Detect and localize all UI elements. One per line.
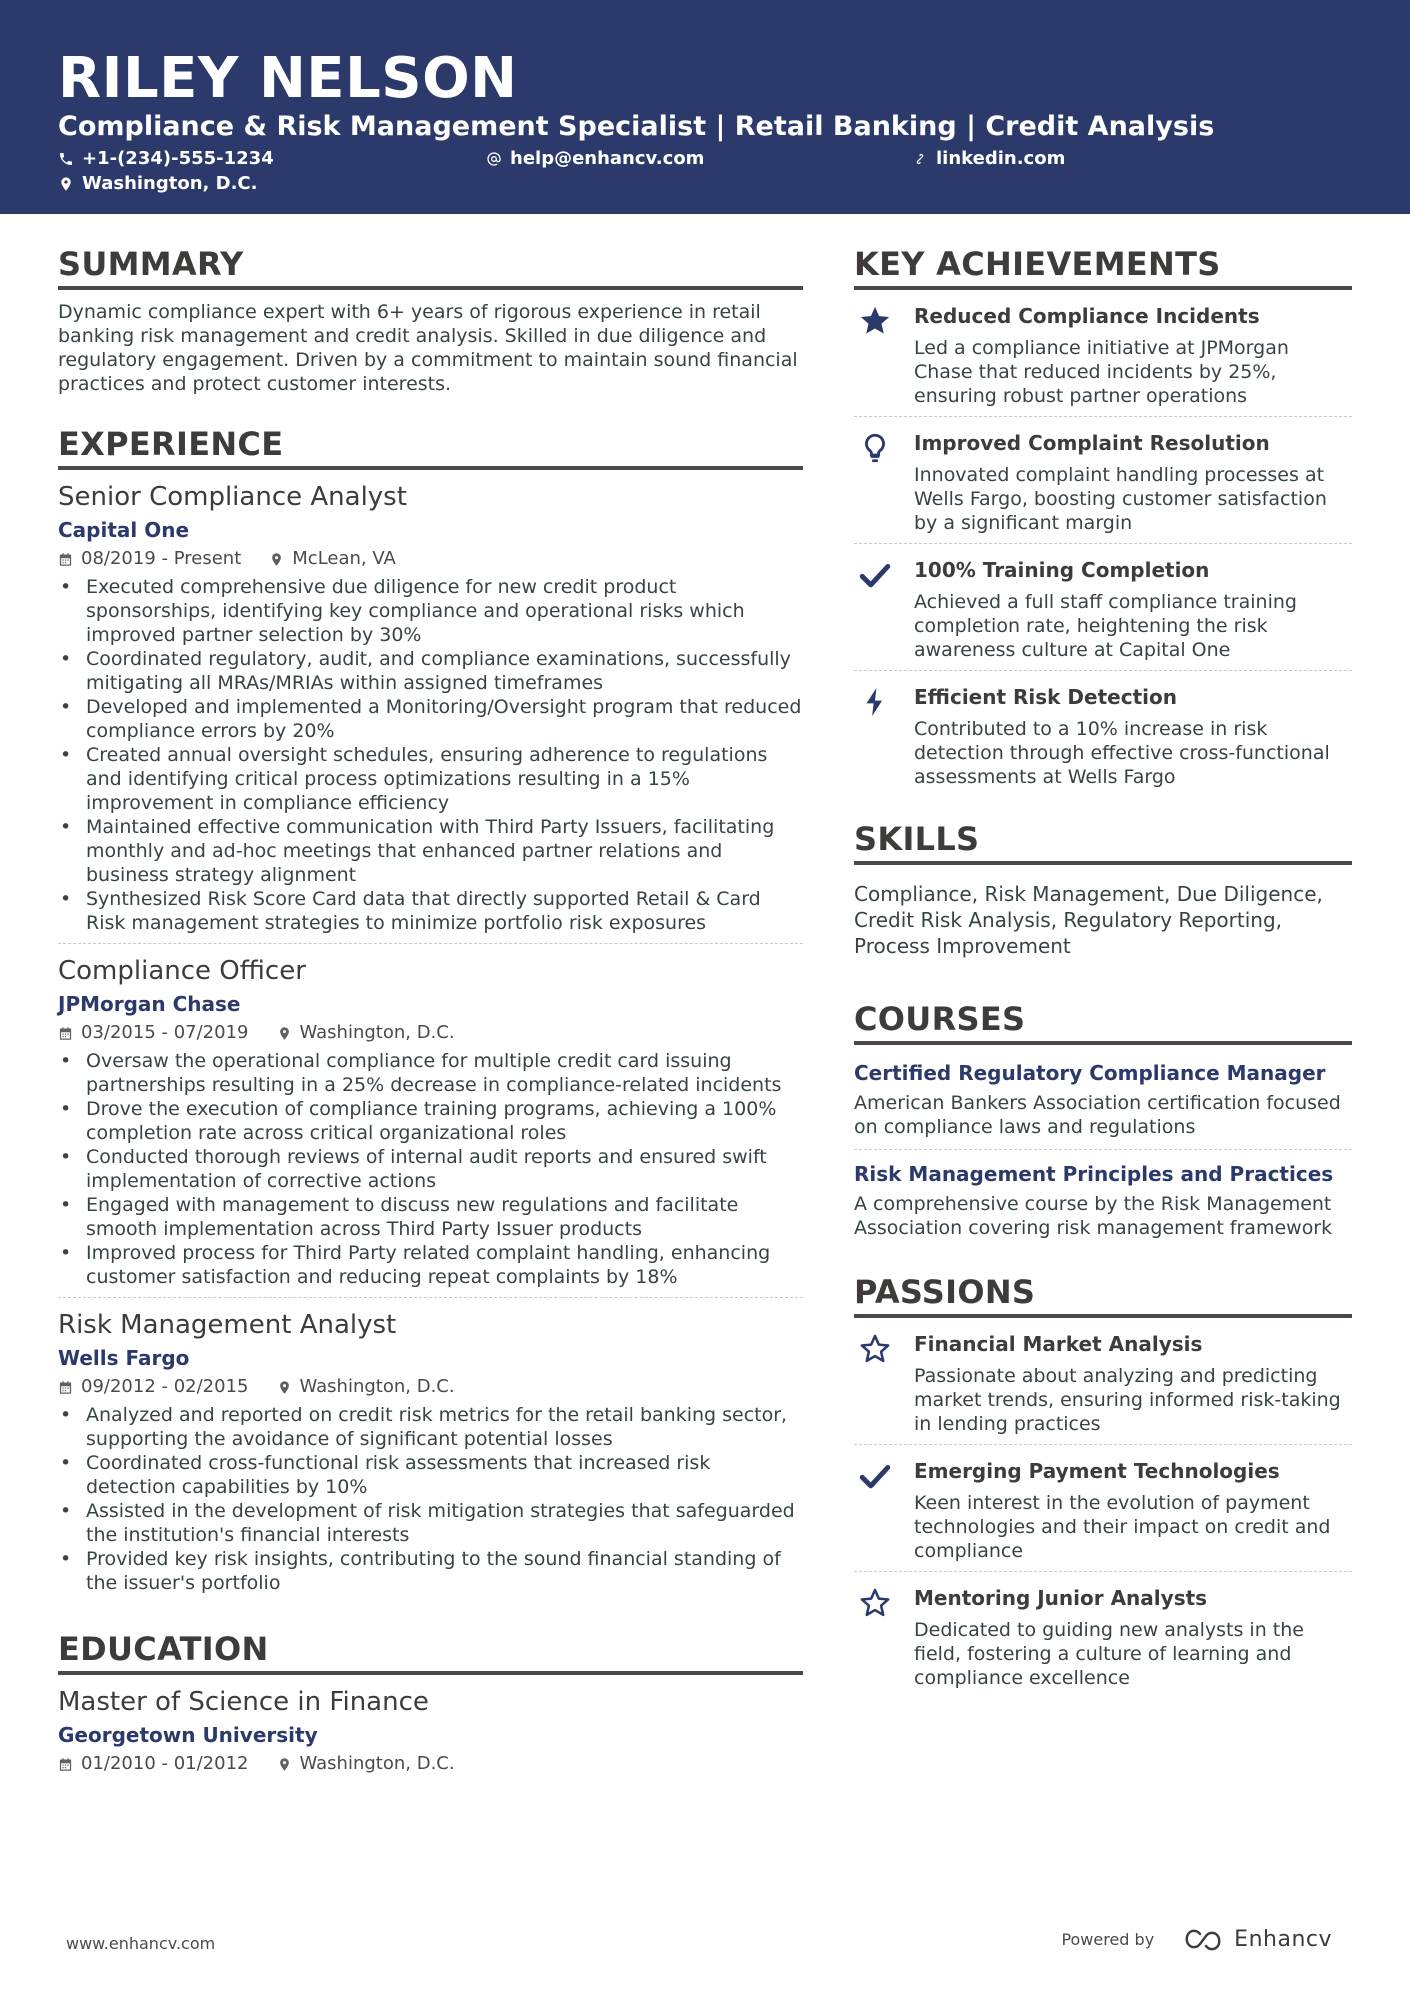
bullet-item: • Analyzed and reported on credit risk metrics for the retail banking sector, supporting the avoidance of significant potential losses [58, 1403, 803, 1451]
job-title: Risk Management Analyst [58, 1310, 397, 1340]
star-outline-icon [858, 1586, 892, 1620]
experience-title: EXPERIENCE [58, 424, 803, 470]
job-location: McLean, VA [292, 548, 396, 569]
degree-title: Master of Science in Finance [58, 1687, 429, 1717]
achievement-title: Reduced Compliance Incidents [914, 304, 1260, 328]
experience-section [58, 424, 803, 1603]
bullet-item: • Created annual oversight schedules, ensuring adherence to regulations and identifying critical process optimizations resulting in a 15% improvement in compliance efficiency [58, 743, 803, 815]
course-item [854, 1156, 1352, 1250]
bullet-item: • Assisted in the development of risk mitigation strategies that safeguarded the institution's financial interests [58, 1499, 803, 1547]
education-title: EDUCATION [58, 1629, 803, 1675]
school-name: Georgetown University [58, 1723, 318, 1747]
job-bullets [58, 1049, 803, 1289]
bullet-item: • Developed and implemented a Monitoring/Oversight program that reduced compliance errors by 20% [58, 695, 803, 743]
passion-title: Emerging Payment Technologies [914, 1459, 1280, 1483]
job-title: Compliance Officer [58, 956, 306, 986]
linkedin-text: linkedin.com [936, 148, 1066, 169]
star-outline-icon [858, 1332, 892, 1366]
headline: Compliance & Risk Management Specialist | Retail Banking | Credit Analysis [58, 111, 1215, 142]
right-column [854, 244, 1352, 1726]
achievement-title: Improved Complaint Resolution [914, 431, 1270, 455]
company-name: Capital One [58, 518, 190, 542]
resume-header [0, 0, 1410, 214]
achievement-item [854, 417, 1352, 544]
email-text: help@enhancv.com [510, 148, 705, 169]
link-icon [912, 151, 928, 167]
achievement-text: Innovated complaint handling processes at Wells Fargo, boosting customer satisfaction by a significant margin [914, 464, 1327, 534]
achievements-section [854, 244, 1352, 797]
contact-linkedin[interactable] [912, 148, 1065, 170]
brand-logo[interactable] [1180, 1926, 1332, 1952]
passion-item [854, 1318, 1352, 1445]
job-meta [58, 1021, 803, 1045]
location-pin-icon [277, 1757, 292, 1772]
brand-name: Enhancv [1234, 1926, 1332, 1952]
calendar-icon [58, 1026, 73, 1041]
company-name: Wells Fargo [58, 1346, 190, 1370]
company-name: JPMorgan Chase [58, 992, 241, 1016]
bullet-item: • Coordinated cross-functional risk assessments that increased risk detection capabilities by 10% [58, 1451, 803, 1499]
passions-title: PASSIONS [854, 1272, 1352, 1318]
passion-text: Dedicated to guiding new analysts in the field, fostering a culture of learning and compliance excellence [914, 1619, 1304, 1689]
bullet-item: • Conducted thorough reviews of internal audit reports and ensured swift implementation of corrective actions [58, 1145, 803, 1193]
location-pin-icon [269, 552, 284, 567]
left-column [58, 244, 803, 1804]
contact-phone[interactable] [58, 148, 274, 170]
summary-text: Dynamic compliance expert with 6+ years of rigorous experience in retail banking risk management and credit analysis. Skilled in due diligence and regulatory engagement. Driven by a commitment to maintain sound financial practices and protect customer interests. [58, 301, 798, 395]
lightbulb-icon [858, 431, 892, 465]
location-pin-icon [277, 1026, 292, 1041]
enhancv-logo-icon [1180, 1926, 1226, 1952]
achievement-item [854, 544, 1352, 671]
bullet-item: • Maintained effective communication with Third Party Issuers, facilitating monthly and ad-hoc meetings that enhanced partner relations and business strategy alignment [58, 815, 803, 887]
course-text: American Bankers Association certification focused on compliance laws and regulations [854, 1092, 1341, 1138]
footer-website[interactable]: www.enhancv.com [66, 1934, 216, 1953]
checkmark-icon [858, 558, 892, 592]
job-location: Washington, D.C. [299, 1022, 455, 1043]
course-title: Risk Management Principles and Practices [854, 1162, 1334, 1186]
achievement-item [854, 290, 1352, 417]
course-title: Certified Regulatory Compliance Manager [854, 1061, 1326, 1085]
courses-title: COURSES [854, 999, 1352, 1045]
course-item [854, 1055, 1352, 1150]
achievement-text: Achieved a full staff compliance training completion rate, heightening the risk awareness culture at Capital One [914, 591, 1297, 661]
passion-item [854, 1572, 1352, 1698]
achievements-title: KEY ACHIEVEMENTS [854, 244, 1352, 290]
job-dates: 09/2012 - 02/2015 [81, 1376, 249, 1397]
job-meta [58, 1375, 803, 1399]
calendar-icon [58, 1757, 73, 1772]
job-dates: 08/2019 - Present [81, 548, 242, 569]
achievement-text: Led a compliance initiative at JPMorgan Chase that reduced incidents by 25%, ensuring robust partner operations [914, 337, 1289, 407]
courses-section [854, 999, 1352, 1250]
job-meta [58, 547, 803, 571]
course-text: A comprehensive course by the Risk Management Association covering risk management framework [854, 1193, 1333, 1239]
bullet-item: • Provided key risk insights, contributing to the sound financial standing of the issuer's portfolio [58, 1547, 803, 1595]
footer-branding [1061, 1926, 1332, 1952]
phone-text: +1-(234)-555-1234 [82, 148, 274, 169]
bullet-item: • Synthesized Risk Score Card data that directly supported Retail & Card Risk management strategies to minimize portfolio risk exposures [58, 887, 803, 935]
achievement-title: 100% Training Completion [914, 558, 1210, 582]
job-bullets [58, 1403, 803, 1595]
summary-section [58, 244, 803, 396]
education-meta [58, 1752, 803, 1776]
contact-email[interactable] [486, 148, 704, 170]
achievement-text: Contributed to a 10% increase in risk detection through effective cross-functional assessments at Wells Fargo [914, 718, 1330, 788]
calendar-icon [58, 552, 73, 567]
phone-icon [58, 151, 74, 167]
job-title: Senior Compliance Analyst [58, 482, 407, 512]
location-pin-icon [277, 1380, 292, 1395]
education-section [58, 1629, 803, 1776]
education-dates: 01/2010 - 01/2012 [81, 1753, 249, 1774]
bullet-item: • Drove the execution of compliance training programs, achieving a 100% completion rate across critical organizational roles [58, 1097, 803, 1145]
job-dates: 03/2015 - 07/2019 [81, 1022, 249, 1043]
bullet-item: • Executed comprehensive due diligence for new credit product sponsorships, identifying key compliance and operational risks which improved partner selection by 30% [58, 575, 803, 647]
bullet-item: • Coordinated regulatory, audit, and compliance examinations, successfully mitigating all MRAs/MRIAs within assigned timeframes [58, 647, 803, 695]
bullet-item: • Oversaw the operational compliance for multiple credit card issuing partnerships resulting in a 25% decrease in compliance-related incidents [58, 1049, 803, 1097]
achievement-item [854, 671, 1352, 797]
job-entry [58, 954, 803, 1298]
checkmark-icon [858, 1459, 892, 1493]
candidate-name: RILEY NELSON [58, 46, 518, 111]
at-sign-icon [486, 151, 502, 167]
summary-title: SUMMARY [58, 244, 803, 290]
job-entry [58, 1308, 803, 1603]
job-location: Washington, D.C. [299, 1376, 455, 1397]
passion-text: Passionate about analyzing and predicting market trends, ensuring informed risk-taking in lending practices [914, 1365, 1341, 1435]
bullet-item: • Improved process for Third Party related complaint handling, enhancing customer satisfaction and reducing repeat complaints by 18% [58, 1241, 803, 1289]
skills-section [854, 819, 1352, 959]
lightning-icon [858, 685, 892, 719]
skills-title: SKILLS [854, 819, 1352, 865]
job-bullets [58, 575, 803, 935]
location-text: Washington, D.C. [82, 173, 258, 194]
passion-item [854, 1445, 1352, 1572]
passion-title: Financial Market Analysis [914, 1332, 1203, 1356]
skills-text: Compliance, Risk Management, Due Diligence, Credit Risk Analysis, Regulatory Reporting, Process Improvement [854, 882, 1323, 958]
bullet-item: • Engaged with management to discuss new regulations and facilitate smooth implementation across Third Party Issuer products [58, 1193, 803, 1241]
contact-location [58, 173, 257, 195]
passion-title: Mentoring Junior Analysts [914, 1586, 1208, 1610]
powered-by-label: Powered by [1061, 1929, 1155, 1949]
education-location: Washington, D.C. [299, 1753, 455, 1774]
location-pin-icon [58, 176, 74, 192]
star-icon [858, 304, 892, 338]
calendar-icon [58, 1380, 73, 1395]
passions-section [854, 1272, 1352, 1698]
achievement-title: Efficient Risk Detection [914, 685, 1177, 709]
passion-text: Keen interest in the evolution of payment technologies and their impact on credit and compliance [914, 1492, 1331, 1562]
job-entry [58, 480, 803, 944]
